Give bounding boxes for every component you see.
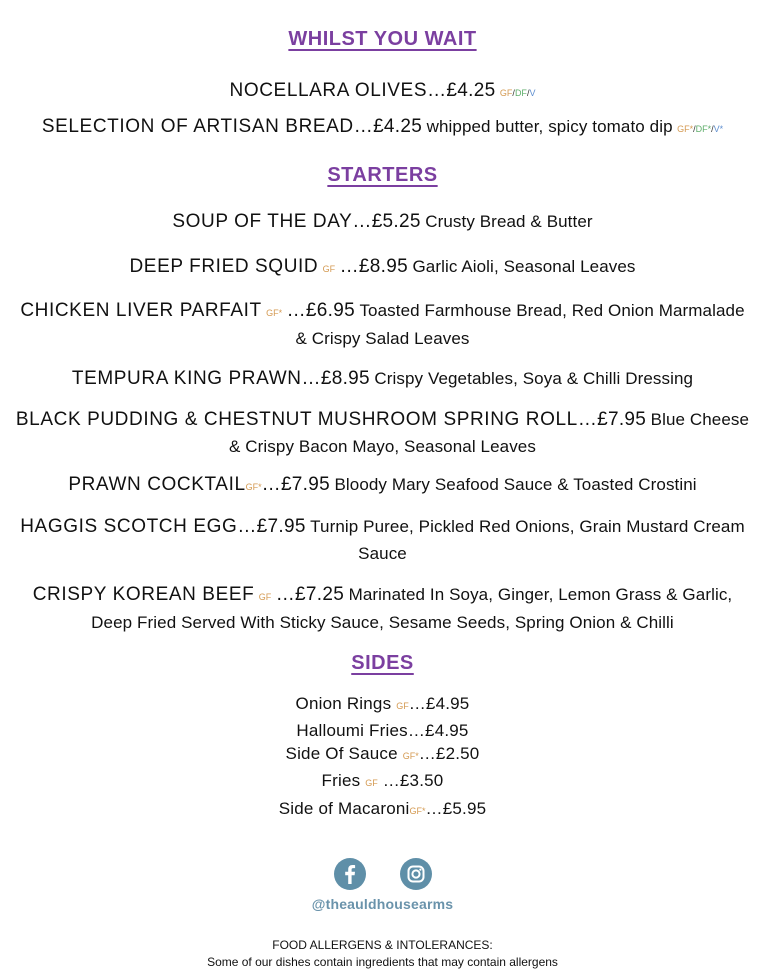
item-price: …£4.25 [353, 116, 423, 137]
item-name: Side of Macaroni [278, 799, 410, 818]
item-price: …£8.95 [301, 368, 370, 389]
menu-item-olives: NOCELLARA OLIVES…£4.25 GF/DF/V [229, 80, 536, 101]
item-desc: Blue Cheese & Crispy Bacon Mayo, Seasonal Leaves [229, 410, 750, 456]
item-price: …£3.50 [382, 770, 444, 790]
item-name: Side Of Sauce [285, 744, 398, 763]
item-desc: Bloody Mary Seafood Sauce & Toasted Crostini [334, 475, 697, 494]
item-desc: Garlic Aioli, Seasonal Leaves [412, 257, 636, 276]
tag-v-star: V* [713, 124, 724, 134]
tag-df-star: DF* [695, 124, 712, 134]
menu-item-prawn [0, 366, 765, 393]
tag-gf: GF [258, 592, 272, 602]
item-name: TEMPURA KING PRAWN [71, 368, 302, 389]
item-name: Fries [321, 770, 361, 790]
item-price: …£5.25 [352, 211, 421, 232]
item-price: …£6.95 [286, 300, 355, 321]
menu-item-squid [0, 254, 765, 282]
item-desc: Crusty Bread & Butter [425, 212, 593, 231]
item-name: Halloumi Fries [296, 720, 408, 740]
item-desc: Crispy Vegetables, Soya & Chilli Dressing [374, 369, 694, 388]
social-handle[interactable]: @theauldhousearms [311, 896, 454, 912]
tag-gf-star: GF* [677, 124, 694, 134]
menu-item-bread: SELECTION OF ARTISAN BREAD…£4.25 whipped butter, spicy tomato dip GF*/DF*/V* [41, 116, 724, 137]
item-price: …£7.25 [275, 584, 345, 605]
item-name: CHICKEN LIVER PARFAIT [20, 300, 262, 321]
list-item [0, 742, 765, 769]
tag-gf: GF [365, 777, 378, 788]
list-item [0, 769, 765, 796]
menu-item-soup [0, 209, 765, 236]
tag-gf-star: GF* [266, 308, 283, 318]
menu-item-spring-roll [0, 407, 765, 461]
tag-df: DF [514, 88, 527, 98]
list-item [0, 692, 765, 719]
item-price: …£4.95 [407, 720, 469, 740]
tag-gf: GF [396, 701, 409, 711]
item-price: …£2.50 [418, 744, 480, 763]
item-price: …£5.95 [425, 799, 487, 818]
tag-gf-star: GF* [402, 751, 419, 761]
item-name: DEEP FRIED SQUID [129, 256, 319, 277]
menu-item-korean-beef [0, 582, 765, 637]
item-desc: Turnip Puree, Pickled Red Onions, Grain Mustard Cream Sauce [310, 517, 745, 563]
menu-item-scotch-egg [0, 514, 765, 568]
section-title-wait: WHILST YOU WAIT [288, 28, 477, 50]
social-links [0, 858, 765, 890]
item-name: PRAWN COCKTAIL [68, 474, 246, 495]
sides-list [0, 692, 765, 824]
item-name: NOCELLARA OLIVES [229, 80, 428, 101]
instagram-glyph [400, 858, 432, 890]
item-name: SOUP OF THE DAY [172, 211, 353, 232]
item-desc: Marinated In Soya, Ginger, Lemon Grass & Garlic, Deep Fried Served With Sticky Sauce, Sesame Seeds, Spring Onion & Chilli [91, 585, 733, 632]
menu-item-prawn-cocktail [0, 472, 765, 500]
tag-v: V [529, 88, 536, 98]
facebook-icon[interactable] [334, 858, 366, 890]
section-title-sides: SIDES [351, 652, 414, 674]
section-title-starters: STARTERS [327, 164, 438, 186]
list-item [0, 797, 765, 824]
item-desc: whipped butter, spicy tomato dip [426, 117, 673, 136]
item-name: BLACK PUDDING & CHESTNUT MUSHROOM SPRING ROLL [15, 409, 578, 430]
tag-gf-star: GF* [409, 806, 426, 816]
list-item [0, 719, 765, 743]
item-price: …£7.95 [261, 474, 330, 495]
item-name: Onion Rings [295, 694, 392, 713]
item-name: SELECTION OF ARTISAN BREAD [41, 116, 354, 137]
menu-item-parfait [0, 298, 765, 353]
item-price: …£4.25 [427, 80, 496, 101]
tag-gf: GF [499, 88, 513, 98]
tag-gf-star: GF* [245, 482, 262, 492]
instagram-icon[interactable] [400, 858, 432, 890]
item-price: …£8.95 [339, 256, 408, 277]
item-desc: Toasted Farmhouse Bread, Red Onion Marmalade & Crispy Salad Leaves [295, 301, 745, 348]
allergen-title: FOOD ALLERGENS & INTOLERANCES: [272, 938, 493, 952]
item-price: …£7.95 [237, 516, 306, 537]
item-name: CRISPY KOREAN BEEF [32, 584, 255, 605]
item-price: …£4.95 [408, 694, 470, 713]
facebook-glyph [334, 858, 366, 890]
item-name: HAGGIS SCOTCH EGG [20, 516, 238, 537]
tag-gf: GF [322, 264, 336, 274]
allergen-note: Some of our dishes contain ingredients that may contain allergens [207, 955, 558, 969]
item-price: …£7.95 [577, 409, 647, 430]
